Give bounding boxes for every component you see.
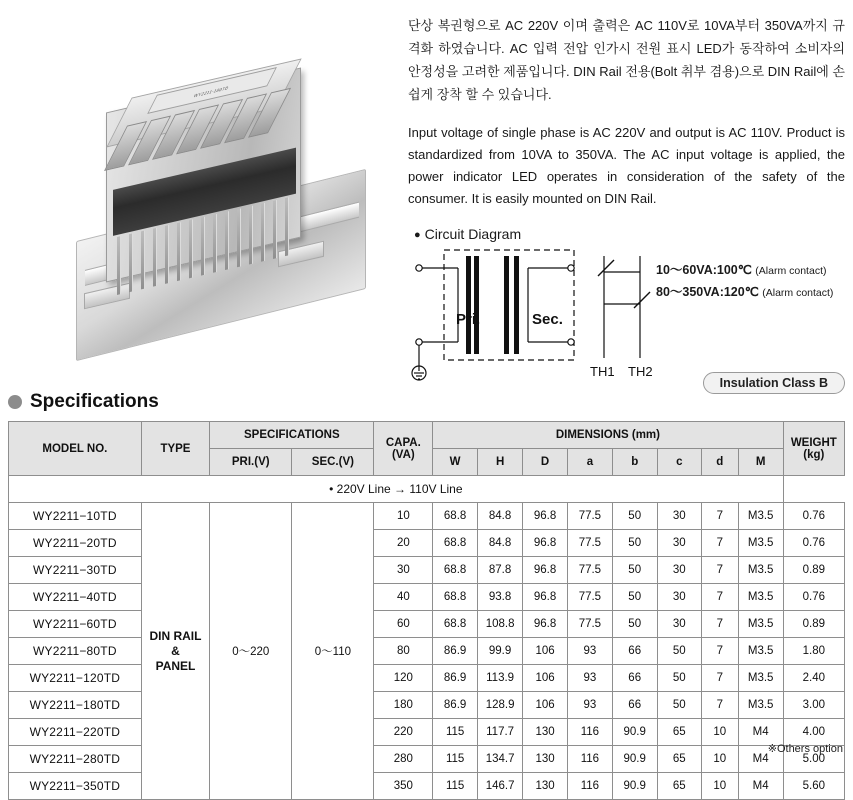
cell-d-small: 7 (701, 665, 738, 692)
cell-type (141, 503, 209, 800)
cell-model: WY2211−80TD (9, 638, 142, 665)
th-capacity-line1: CAPA. (385, 436, 421, 449)
cell-a: 93 (567, 692, 612, 719)
cell-capa: 30 (374, 557, 433, 584)
table-row (9, 584, 845, 611)
th-capacity-line2: (VA) (391, 448, 415, 461)
transformer-body (106, 67, 301, 282)
cell-a: 77.5 (567, 530, 612, 557)
table-row (9, 719, 845, 746)
cell-c: 30 (657, 503, 701, 530)
cell-b: 90.9 (612, 746, 657, 773)
th-pri: PRI.(V) (210, 449, 292, 476)
bullet-icon: ● (414, 229, 421, 242)
cell-model: WY2211−40TD (9, 584, 142, 611)
cell-d-small: 7 (701, 557, 738, 584)
th-dim-w: W (433, 449, 478, 476)
cell-w: 115 (433, 719, 478, 746)
cell-b: 90.9 (612, 773, 657, 800)
cell-c: 65 (657, 773, 701, 800)
cell-d-small: 7 (701, 584, 738, 611)
section-bullet-icon (8, 395, 22, 409)
cell-a: 93 (567, 665, 612, 692)
specifications-title: Specifications (30, 391, 159, 412)
cell-h: 87.8 (478, 557, 523, 584)
table-row (9, 530, 845, 557)
circuit-diagram (408, 246, 848, 386)
th-weight-line2: (kg) (803, 448, 825, 461)
cell-b: 66 (612, 692, 657, 719)
cell-pri: 0〜220 (210, 503, 292, 800)
alarm-contact-2-note: (Alarm contact) (762, 287, 834, 299)
cell-b: 50 (612, 503, 657, 530)
th-dim-b: b (612, 449, 657, 476)
cell-a: 77.5 (567, 584, 612, 611)
cell-model: WY2211−10TD (9, 503, 142, 530)
cell-b: 66 (612, 638, 657, 665)
alarm-contact-1-note: (Alarm contact) (755, 265, 827, 277)
cell-weight: 4.00 (783, 719, 844, 746)
cell-b: 50 (612, 611, 657, 638)
cell-a: 77.5 (567, 557, 612, 584)
product-photo-column (0, 0, 408, 385)
cell-w: 86.9 (433, 638, 478, 665)
cell-m: M3.5 (738, 638, 783, 665)
cell-d: 130 (523, 719, 568, 746)
cell-m: M3.5 (738, 665, 783, 692)
cell-m: M3.5 (738, 503, 783, 530)
insulation-class-badge: Insulation Class B (703, 372, 845, 394)
table-row (9, 665, 845, 692)
th-dim-d-small: d (701, 449, 738, 476)
cell-h: 117.7 (478, 719, 523, 746)
th-dim-a: a (567, 449, 612, 476)
cell-a: 116 (567, 773, 612, 800)
th-dim-m: M (738, 449, 783, 476)
cell-d: 130 (523, 773, 568, 800)
cell-a: 116 (567, 746, 612, 773)
cell-weight: 5.60 (783, 773, 844, 800)
alarm-contact-line-1 (656, 260, 826, 278)
cell-h: 84.8 (478, 503, 523, 530)
th-dim-h: H (478, 449, 523, 476)
cell-d: 96.8 (523, 503, 568, 530)
cell-model: WY2211−60TD (9, 611, 142, 638)
cell-w: 68.8 (433, 611, 478, 638)
th-weight (783, 422, 844, 476)
cell-weight: 3.00 (783, 692, 844, 719)
cell-weight: 1.80 (783, 638, 844, 665)
cell-d-small: 10 (701, 773, 738, 800)
cell-capa: 220 (374, 719, 433, 746)
table-line-note-row (9, 476, 845, 503)
svg-text:TH2: TH2 (628, 364, 653, 379)
cell-w: 115 (433, 773, 478, 800)
alarm-contact-1-value: 10〜60VA:100℃ (656, 263, 752, 277)
th-sec: SEC.(V) (292, 449, 374, 476)
circuit-diagram-title-text: Circuit Diagram (424, 226, 522, 242)
cell-w: 68.8 (433, 530, 478, 557)
table-header (9, 422, 845, 476)
table-row (9, 503, 845, 530)
table-row (9, 557, 845, 584)
cell-c: 30 (657, 611, 701, 638)
alarm-contact-line-2 (656, 282, 833, 300)
cell-capa: 120 (374, 665, 433, 692)
cell-c: 30 (657, 530, 701, 557)
th-dim-d: D (523, 449, 568, 476)
cell-d: 96.8 (523, 557, 568, 584)
cell-sec: 0〜110 (292, 503, 374, 800)
svg-text:Sec.: Sec. (532, 311, 563, 328)
cell-model: WY2211−180TD (9, 692, 142, 719)
table-row (9, 611, 845, 638)
alarm-contact-2-value: 80〜350VA:120℃ (656, 285, 759, 299)
cell-weight: 5.00 (783, 746, 844, 773)
cell-w: 86.9 (433, 692, 478, 719)
circuit-diagram-title (414, 226, 845, 242)
cell-capa: 40 (374, 584, 433, 611)
cell-c: 50 (657, 638, 701, 665)
cell-capa: 80 (374, 638, 433, 665)
cell-d: 130 (523, 746, 568, 773)
cell-m: M3.5 (738, 692, 783, 719)
table-row (9, 746, 845, 773)
th-specifications: SPECIFICATIONS (210, 422, 374, 449)
cell-m: M3.5 (738, 557, 783, 584)
th-dim-c: c (657, 449, 701, 476)
cell-c: 50 (657, 692, 701, 719)
cell-capa: 20 (374, 530, 433, 557)
cell-w: 68.8 (433, 557, 478, 584)
cell-d: 106 (523, 665, 568, 692)
cell-capa: 280 (374, 746, 433, 773)
th-dimensions: DIMENSIONS (mm) (433, 422, 783, 449)
cell-a: 77.5 (567, 611, 612, 638)
cell-b: 66 (612, 665, 657, 692)
cell-weight: 0.76 (783, 503, 844, 530)
cell-d-small: 7 (701, 611, 738, 638)
th-capacity (374, 422, 433, 476)
product-nameplate-label: WY2211-180TD (147, 67, 277, 114)
description-column (408, 0, 853, 385)
cell-d-small: 7 (701, 692, 738, 719)
svg-text:Pri.: Pri. (456, 311, 481, 328)
cell-capa: 60 (374, 611, 433, 638)
cell-model: WY2211−30TD (9, 557, 142, 584)
cell-d: 96.8 (523, 530, 568, 557)
cell-d: 96.8 (523, 584, 568, 611)
cell-h: 113.9 (478, 665, 523, 692)
th-weight-line1: WEIGHT (790, 436, 837, 449)
specifications-heading (8, 391, 853, 413)
cell-h: 84.8 (478, 530, 523, 557)
top-section (0, 0, 853, 385)
description-korean: 단상 복권형으로 AC 220V 이며 출력은 AC 110V로 10VA부터 350VA까지 규격화 하였습니다. AC 입력 전압 인가시 전원 표시 LED가 동작하여 소비자의 안정성을 고려한 제품입니다. DIN Rail 전용(Bolt 취부 겸용)으로 DIN Rail에 손쉽게 장착 할 수 있습니다. (408, 18, 845, 102)
cell-w: 68.8 (433, 503, 478, 530)
description-english: Input voltage of single phase is AC 220V and output is AC 110V. Product is standardized from 10VA to 350VA. The AC input voltage is applied, the power indicator LED operates in consideration of the safety of the consumer. It is easily mounted on DIN Rail. (408, 125, 845, 206)
cell-h: 99.9 (478, 638, 523, 665)
cell-m: M4 (738, 773, 783, 800)
type-line-1: DIN RAIL (149, 628, 202, 643)
cell-w: 115 (433, 746, 478, 773)
cell-weight: 0.89 (783, 557, 844, 584)
cell-c: 30 (657, 584, 701, 611)
cell-b: 50 (612, 530, 657, 557)
table-footnote: ※Others option (767, 743, 843, 755)
cell-d: 106 (523, 638, 568, 665)
table-row (9, 638, 845, 665)
cell-a: 77.5 (567, 503, 612, 530)
cell-d-small: 7 (701, 530, 738, 557)
type-line-2: & (171, 643, 180, 658)
cell-w: 68.8 (433, 584, 478, 611)
svg-text:TH1: TH1 (590, 364, 615, 379)
table-row (9, 692, 845, 719)
type-line-3: PANEL (155, 658, 196, 673)
cell-capa: 10 (374, 503, 433, 530)
cell-a: 93 (567, 638, 612, 665)
table-header-row-1 (9, 422, 845, 449)
cell-model: WY2211−220TD (9, 719, 142, 746)
cell-h: 128.9 (478, 692, 523, 719)
cell-w: 86.9 (433, 665, 478, 692)
cell-model: WY2211−350TD (9, 773, 142, 800)
specifications-table (8, 421, 845, 800)
cell-m: M3.5 (738, 584, 783, 611)
cell-c: 65 (657, 719, 701, 746)
cell-a: 116 (567, 719, 612, 746)
cell-weight: 0.76 (783, 584, 844, 611)
cell-weight: 0.89 (783, 611, 844, 638)
cell-h: 146.7 (478, 773, 523, 800)
transformer-product-photo (66, 60, 366, 320)
cell-d-small: 7 (701, 638, 738, 665)
cell-d-small: 10 (701, 746, 738, 773)
cell-b: 90.9 (612, 719, 657, 746)
cell-capa: 350 (374, 773, 433, 800)
cell-d-small: 7 (701, 503, 738, 530)
cell-model: WY2211−20TD (9, 530, 142, 557)
cell-d-small: 10 (701, 719, 738, 746)
cell-model: WY2211−280TD (9, 746, 142, 773)
table-row (9, 773, 845, 800)
cell-c: 50 (657, 665, 701, 692)
cell-b: 50 (612, 557, 657, 584)
cell-weight: 2.40 (783, 665, 844, 692)
cell-m: M4 (738, 746, 783, 773)
cell-h: 108.8 (478, 611, 523, 638)
cell-d: 106 (523, 692, 568, 719)
cell-capa: 180 (374, 692, 433, 719)
cell-c: 65 (657, 746, 701, 773)
cell-h: 134.7 (478, 746, 523, 773)
cell-d: 96.8 (523, 611, 568, 638)
line-note-cell: • 220V Line → 110V Line (9, 476, 784, 503)
cell-model: WY2211−120TD (9, 665, 142, 692)
transformer-top-face (106, 58, 301, 147)
cell-m: M3.5 (738, 611, 783, 638)
th-model-no: MODEL NO. (9, 422, 142, 476)
cell-b: 50 (612, 584, 657, 611)
cell-m: M3.5 (738, 530, 783, 557)
cell-m: M4 (738, 719, 783, 746)
cell-weight: 0.76 (783, 530, 844, 557)
th-type: TYPE (141, 422, 209, 476)
cell-c: 30 (657, 557, 701, 584)
table-body (9, 476, 845, 800)
cell-h: 93.8 (478, 584, 523, 611)
